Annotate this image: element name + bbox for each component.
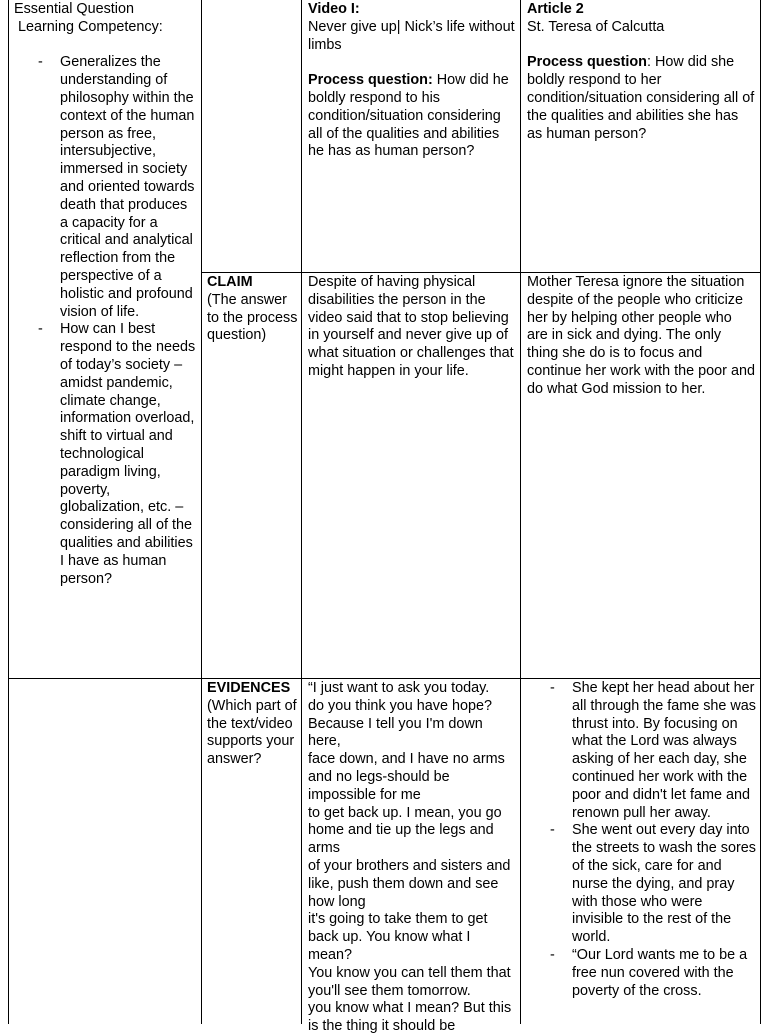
evidence-video-line: of your brothers and sisters and like, push them down and see how long	[308, 857, 511, 910]
evidence-video-line: do you think you have hope?	[308, 697, 493, 714]
video-process-question	[308, 72, 518, 161]
article-process-text: : How did she boldly respond to her condition/situation considering all of the qualities and abilities she has as human person?	[527, 54, 755, 142]
claim-description: (The answer to the process question)	[207, 291, 298, 344]
video-process-text: How did he boldly respond to his condition/situation considering all of the qualities and abilities he has as human person?	[308, 72, 509, 160]
evidence-video-line: Because I tell you I'm down here,	[308, 715, 483, 750]
evidence-video-line: You know you can tell them that you'll see them tomorrow.	[308, 964, 511, 999]
grid-line-col3	[520, 0, 521, 1024]
evidences-article-cell	[527, 680, 757, 1024]
evidence-article-list	[527, 680, 757, 1000]
claim-video-text: Despite of having physical disabilities the person in the video said that to stop believing in yourself and never give up of what situation or challenges that might happen in your life.	[308, 274, 514, 379]
competency-item: - How can I best respond to the needs of today’s society – amidst pandemic, climate change, information overload, shift to virtual and technological paradigm living, poverty, globalization, etc. – considering all of the qualities and abilities I have as human person?	[14, 321, 198, 588]
claim-article-cell	[527, 274, 755, 399]
essential-question-heading: Essential Question	[14, 1, 134, 17]
grid-line-row2	[8, 678, 761, 679]
claim-label-cell	[207, 274, 299, 345]
grid-line-row1	[201, 272, 761, 273]
article-process-label: Process question	[527, 54, 647, 71]
article-title: Article 2	[527, 1, 584, 17]
evidences-description: (Which part of the text/video supports your answer?	[207, 697, 297, 768]
article-process-question	[527, 54, 755, 143]
grid-line-col1	[201, 0, 202, 1024]
grid-line-right	[760, 0, 761, 1024]
video-header-cell	[308, 1, 518, 161]
evidences-label-cell	[207, 680, 299, 769]
evidence-video-line: you know what I mean? But this is the thing it should be	[308, 1000, 512, 1035]
grid-line-col2	[301, 0, 302, 1024]
article-subtitle: St. Teresa of Calcutta	[527, 18, 665, 35]
competency-list	[14, 54, 198, 588]
evidence-article-item: - She kept her head about her all through the fame she was thrust into. By focusing on what the Lord was always asking of her each day, she continued her work with the poor and didn't let fame and renown pull her away.	[527, 680, 757, 822]
article-header-cell	[527, 1, 755, 143]
evidences-video-cell	[308, 680, 518, 1035]
video-subtitle: Never give up| Nick’s life without limbs	[308, 18, 515, 53]
claim-article-text: Mother Teresa ignore the situation despite of the people who criticize her by helping other people who are in sick and dying. The only thing she do is to focus and continue her work with the poor and do what God mission to her.	[527, 274, 755, 397]
evidence-video-line: it's going to take them to get back up. You know what I mean?	[308, 911, 488, 963]
learning-competency-heading: Learning Competency:	[18, 18, 163, 35]
claim-label: CLAIM	[207, 274, 253, 290]
video-process-label: Process question:	[308, 72, 433, 89]
essential-question-cell	[14, 1, 198, 588]
competency-item: - Generalizes the understanding of philosophy within the context of the human person as free, intersubjective, immersed in society and oriented towards death that produces a capacity for a critical and analytical reflection from the perspective of a holistic and profound vision of life.	[14, 54, 198, 321]
evidences-label: EVIDENCES	[207, 680, 291, 696]
evidence-article-item: - She went out every day into the streets to wash the sores of the sick, care for and nurse the dying, and pray with those who were invisible to the rest of the world.	[527, 822, 757, 947]
grid-line-left	[8, 0, 9, 1024]
evidence-article-item: - “Our Lord wants me to be a free nun covered with the poverty of the cross.	[527, 947, 757, 1000]
video-title: Video I:	[308, 1, 360, 17]
evidence-video-line: to get back up. I mean, you go home and tie up the legs and arms	[308, 804, 502, 857]
evidence-video-line: “I just want to ask you today.	[308, 680, 490, 696]
claim-video-cell	[308, 274, 518, 381]
evidence-video-line: face down, and I have no arms and no legs-should be impossible for me	[308, 751, 505, 803]
